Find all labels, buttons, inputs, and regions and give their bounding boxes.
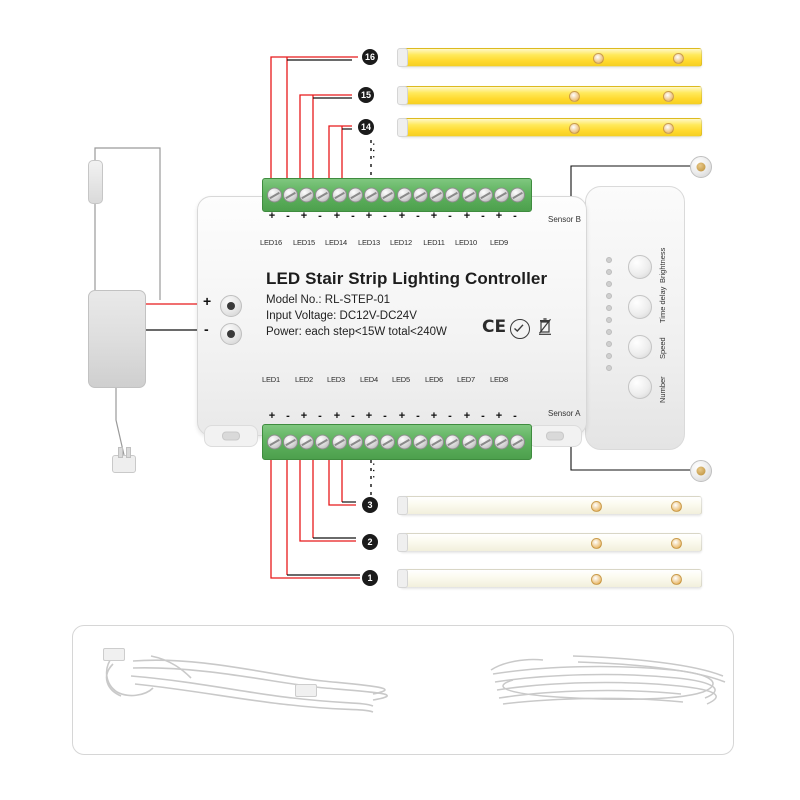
strip-endcap <box>397 118 408 137</box>
status-led <box>606 269 612 275</box>
sensor-a-label: Sensor A <box>548 409 581 418</box>
terminal-screw[interactable] <box>429 188 444 203</box>
product-voltage: Input Voltage: DC12V-DC24V <box>266 310 417 322</box>
port-label-led15: LED15 <box>293 238 315 247</box>
polarity-mark: + <box>365 410 373 422</box>
strip-solder-dot <box>593 53 604 64</box>
status-led <box>606 317 612 323</box>
terminal-screw[interactable] <box>299 435 314 450</box>
mounting-tab-left <box>204 425 258 447</box>
strip-solder-dot <box>663 91 674 102</box>
top-continuation-ellipsis: ··· <box>367 142 382 161</box>
terminal-screw[interactable] <box>397 435 412 450</box>
status-led <box>606 353 612 359</box>
terminal-screw[interactable] <box>364 435 379 450</box>
step-badge-15: 15 <box>358 87 374 103</box>
polarity-mark: - <box>318 210 322 222</box>
terminal-screw[interactable] <box>478 188 493 203</box>
bottom-terminal-block <box>262 424 532 460</box>
polarity-mark: - <box>481 410 485 422</box>
ce-mark-icon: CE <box>482 317 507 337</box>
power-supply-brick <box>88 290 146 388</box>
sensor-b-icon <box>690 156 712 178</box>
terminal-screw[interactable] <box>380 188 395 203</box>
polarity-mark: - <box>448 210 452 222</box>
terminal-screw[interactable] <box>315 188 330 203</box>
time-delay-label: Time delay <box>658 286 667 323</box>
polarity-mark: - <box>513 410 517 422</box>
strip-solder-dot <box>663 123 674 134</box>
speed-label: Speed <box>658 337 667 359</box>
terminal-screw[interactable] <box>380 435 395 450</box>
psu-inline-module <box>88 160 103 204</box>
port-label-led5: LED5 <box>392 375 410 384</box>
terminal-screw[interactable] <box>462 435 477 450</box>
port-label-led12: LED12 <box>390 238 412 247</box>
led-strip-14 <box>400 118 702 137</box>
port-label-led1: LED1 <box>262 375 280 384</box>
strip-endcap <box>397 569 408 588</box>
terminal-screw[interactable] <box>445 435 460 450</box>
polarity-mark: + <box>268 210 276 222</box>
status-led <box>606 329 612 335</box>
step-badge-1: 1 <box>362 570 378 586</box>
top-terminal-block <box>262 178 532 212</box>
polarity-mark: - <box>383 410 387 422</box>
brightness-button[interactable] <box>628 255 652 279</box>
plug-pin <box>126 447 131 458</box>
strip-endcap <box>397 48 408 67</box>
top-terminal-port-labels <box>254 238 544 250</box>
power-minus-label: - <box>204 321 209 337</box>
strip-solder-dot <box>591 574 602 585</box>
polarity-mark: - <box>351 410 355 422</box>
terminal-screw[interactable] <box>364 188 379 203</box>
step-badge-2: 2 <box>362 534 378 550</box>
number-label: Number <box>658 376 667 403</box>
polarity-mark: + <box>300 410 308 422</box>
status-led <box>606 341 612 347</box>
power-plus-label: + <box>203 293 212 309</box>
strip-solder-dot <box>569 91 580 102</box>
terminal-screw[interactable] <box>283 188 298 203</box>
terminal-screw[interactable] <box>445 188 460 203</box>
polarity-mark: + <box>365 210 373 222</box>
control-panel <box>585 186 685 450</box>
power-input-positive-jack <box>220 295 242 317</box>
product-model: Model No.: RL-STEP-01 <box>266 294 390 306</box>
rohs-circle-icon <box>510 319 530 339</box>
polarity-mark: - <box>351 210 355 222</box>
terminal-screw[interactable] <box>429 435 444 450</box>
product-title: LED Stair Strip Lighting Controller <box>266 269 548 288</box>
polarity-mark: - <box>383 210 387 222</box>
strip-solder-dot <box>671 501 682 512</box>
strip-endcap <box>397 86 408 105</box>
polarity-mark: + <box>398 210 406 222</box>
polarity-mark: - <box>481 210 485 222</box>
polarity-mark: + <box>463 210 471 222</box>
port-label-led10: LED10 <box>455 238 477 247</box>
polarity-mark: + <box>268 410 276 422</box>
terminal-screw[interactable] <box>413 188 428 203</box>
port-label-led16: LED16 <box>260 238 282 247</box>
status-led <box>606 257 612 263</box>
terminal-screw[interactable] <box>332 435 347 450</box>
polarity-mark: - <box>318 410 322 422</box>
bottom-terminal-polarity-row <box>262 410 530 424</box>
mounting-tab-right <box>528 425 582 447</box>
polarity-mark: - <box>448 410 452 422</box>
port-label-led8: LED8 <box>490 375 508 384</box>
port-label-led6: LED6 <box>425 375 443 384</box>
port-label-led9: LED9 <box>490 238 508 247</box>
step-badge-14: 14 <box>358 119 374 135</box>
led-strip-2 <box>400 533 702 552</box>
weee-bin-icon <box>538 318 552 335</box>
led-strip-15 <box>400 86 702 105</box>
terminal-screw[interactable] <box>348 188 363 203</box>
polarity-mark: + <box>430 410 438 422</box>
strip-solder-dot <box>671 574 682 585</box>
strip-solder-dot <box>591 501 602 512</box>
bottom-continuation-ellipsis: ··· <box>367 462 382 481</box>
port-label-led11: LED11 <box>423 238 445 247</box>
port-label-led14: LED14 <box>325 238 347 247</box>
polarity-mark: - <box>513 210 517 222</box>
status-led <box>606 365 612 371</box>
accessory-connector <box>103 648 125 661</box>
mains-plug <box>112 455 136 473</box>
step-badge-3: 3 <box>362 497 378 513</box>
strip-solder-dot <box>569 123 580 134</box>
terminal-screw[interactable] <box>267 435 282 450</box>
polarity-mark: - <box>416 210 420 222</box>
mounting-hole <box>546 432 564 441</box>
port-label-led2: LED2 <box>295 375 313 384</box>
polarity-mark: + <box>333 410 341 422</box>
port-label-led7: LED7 <box>457 375 475 384</box>
port-label-led13: LED13 <box>358 238 380 247</box>
led-strip-3 <box>400 496 702 515</box>
status-led <box>606 305 612 311</box>
speed-button[interactable] <box>628 335 652 359</box>
port-label-led4: LED4 <box>360 375 378 384</box>
brightness-label: Brightness <box>658 247 667 283</box>
strip-endcap <box>397 533 408 552</box>
terminal-screw[interactable] <box>494 188 509 203</box>
terminal-screw[interactable] <box>283 435 298 450</box>
terminal-screw[interactable] <box>315 435 330 450</box>
status-led <box>606 281 612 287</box>
terminal-screw[interactable] <box>510 435 525 450</box>
product-power: Power: each step<15W total<240W <box>266 326 447 338</box>
terminal-screw[interactable] <box>510 188 525 203</box>
top-terminal-polarity-row <box>262 210 530 224</box>
terminal-screw[interactable] <box>332 188 347 203</box>
port-label-led3: LED3 <box>327 375 345 384</box>
status-led <box>606 293 612 299</box>
strip-solder-dot <box>673 53 684 64</box>
strip-endcap <box>397 496 408 515</box>
mounting-hole <box>222 432 240 441</box>
terminal-screw[interactable] <box>478 435 493 450</box>
controller-body <box>197 196 587 436</box>
polarity-mark: - <box>416 410 420 422</box>
terminal-screw[interactable] <box>299 188 314 203</box>
sensor-b-label: Sensor B <box>548 215 581 224</box>
polarity-mark: + <box>333 210 341 222</box>
polarity-mark: - <box>286 410 290 422</box>
terminal-screw[interactable] <box>413 435 428 450</box>
strip-solder-dot <box>591 538 602 549</box>
polarity-mark: + <box>430 210 438 222</box>
polarity-mark: + <box>495 410 503 422</box>
step-badge-16: 16 <box>362 49 378 65</box>
time-delay-button[interactable] <box>628 295 652 319</box>
plug-pin <box>118 447 123 458</box>
power-input-negative-jack <box>220 323 242 345</box>
accessories-box <box>72 625 734 755</box>
terminal-screw[interactable] <box>397 188 412 203</box>
strip-solder-dot <box>671 538 682 549</box>
terminal-screw[interactable] <box>348 435 363 450</box>
accessory-cables <box>73 626 733 754</box>
bottom-terminal-port-labels <box>254 375 544 387</box>
polarity-mark: - <box>286 210 290 222</box>
polarity-mark: + <box>495 210 503 222</box>
accessory-connector <box>295 684 317 697</box>
terminal-screw[interactable] <box>267 188 282 203</box>
polarity-mark: + <box>398 410 406 422</box>
led-strip-1 <box>400 569 702 588</box>
terminal-screw[interactable] <box>462 188 477 203</box>
terminal-screw[interactable] <box>494 435 509 450</box>
number-button[interactable] <box>628 375 652 399</box>
polarity-mark: + <box>300 210 308 222</box>
led-strip-16 <box>400 48 702 67</box>
sensor-a-icon <box>690 460 712 482</box>
polarity-mark: + <box>463 410 471 422</box>
